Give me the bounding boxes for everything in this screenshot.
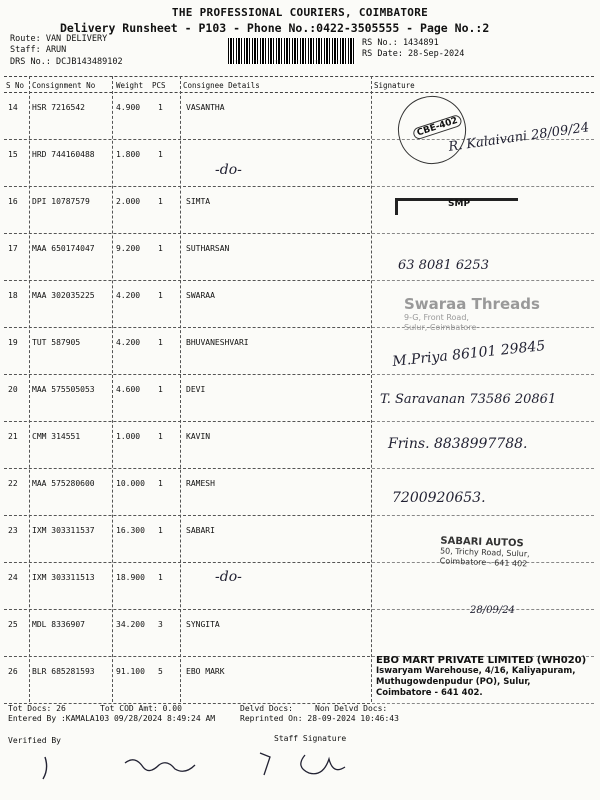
row-consignee: VASANTHA	[186, 103, 225, 112]
entered-by: Entered By :KAMALA103 09/28/2024 8:49:24 AM	[8, 714, 216, 723]
company-title: THE PROFESSIONAL COURIERS, COIMBATORE	[171, 6, 429, 19]
row-sno: 14	[8, 103, 18, 112]
signature-19: M.Priya 86101 29845	[391, 338, 547, 370]
row-weight: 1.800	[116, 150, 141, 159]
signature-22: 7200920653.	[392, 490, 486, 506]
smp-stamp-text: SMP	[448, 199, 471, 209]
rs-date: RS Date: 28-Sep-2024	[362, 49, 465, 59]
row-consignment: HSR 7216542	[32, 103, 85, 112]
signature-17: 63 8081 6253	[398, 258, 489, 273]
row-consignment: MAA 575505053	[32, 385, 95, 394]
ebo-stamp: EBO MART PRIVATE LIMITED (WH020) Iswaryam Warehouse, 4/16, Kaliyapuram, Muthugowdenpudur (PO), Sulur, Coimbatore - 641 402.	[376, 655, 587, 698]
total-cod: Tot COD Amt: 0.00	[100, 704, 182, 713]
row-sno: 24	[8, 573, 18, 582]
row-pcs: 1	[158, 479, 163, 488]
row-sno: 15	[8, 150, 18, 159]
row-weight: 1.000	[116, 432, 141, 441]
row-weight: 91.100	[116, 667, 145, 676]
row-sno: 20	[8, 385, 18, 394]
row-pcs: 1	[158, 338, 163, 347]
row-pcs: 1	[158, 197, 163, 206]
row-consignee: SYNGITA	[186, 620, 220, 629]
row-consignee: EBO MARK	[186, 667, 225, 676]
row-consignee: SUTHARSAN	[186, 244, 230, 253]
row-weight: 4.900	[116, 103, 141, 112]
swaraa-stamp: Swaraa Threads 9-G, Front Road, Sulur, Coimbatore	[404, 295, 540, 332]
cbe-stamp-text: CBE-402	[412, 114, 463, 141]
row-consignee: BHUVANESHVARI	[186, 338, 249, 347]
row-consignment: HRD 744160488	[32, 150, 95, 159]
row-consignment: MAA 650174047	[32, 244, 95, 253]
row-sno: 19	[8, 338, 18, 347]
row-sno: 18	[8, 291, 18, 300]
row-pcs: 5	[158, 667, 163, 676]
col-consignee: Consignee Details	[183, 81, 260, 90]
row-consignment: MDL 8336907	[32, 620, 85, 629]
verified-by: Verified By	[8, 736, 61, 745]
table-row	[0, 469, 600, 516]
row-pcs: 1	[158, 432, 163, 441]
row-weight: 9.200	[116, 244, 141, 253]
row-consignment: TUT 587905	[32, 338, 81, 347]
row-consignee: RAMESH	[186, 479, 215, 488]
row-pcs: 1	[158, 244, 163, 253]
staff-signature: Staff Signature	[274, 734, 347, 743]
signature-20: T. Saravanan 73586 20861	[380, 392, 557, 407]
row-consignment: BLR 685281593	[32, 667, 95, 676]
signature-14: R. Kalaivani 28/09/24	[447, 120, 591, 155]
total-docs: Tot Docs: 26	[8, 704, 66, 713]
header-rule-top	[4, 76, 594, 77]
drs-number: DRS No.: DCJB143489102	[10, 57, 123, 67]
row-sno: 17	[8, 244, 18, 253]
row-weight: 18.900	[116, 573, 145, 582]
row-sno: 21	[8, 432, 18, 441]
row-consignee: SWARAA	[186, 291, 215, 300]
table-row	[0, 610, 600, 657]
row-sno: 26	[8, 667, 18, 676]
signature-21: Frins. 8838997788.	[388, 436, 528, 452]
table-row	[0, 234, 600, 281]
row-sno: 22	[8, 479, 18, 488]
staff: Staff: ARUN	[10, 45, 67, 55]
footer-signatures	[30, 745, 360, 785]
row-consignee: DEVI	[186, 385, 206, 394]
col-signature: Signature	[374, 81, 415, 90]
row-consignment: CMM 314551	[32, 432, 81, 441]
row-sno: 16	[8, 197, 18, 206]
row-consignment: MAA 575280600	[32, 479, 95, 488]
row-sno: 25	[8, 620, 18, 629]
table-row	[0, 140, 600, 187]
row-pcs: 1	[158, 385, 163, 394]
row-consignee: SIMTA	[186, 197, 211, 206]
col-pcs: PCS	[152, 81, 166, 90]
col-consignment: Consignment No	[32, 81, 96, 90]
rs-number: RS No.: 1434891	[362, 38, 439, 48]
smp-stamp	[395, 198, 518, 215]
route: Route: VAN DELIVERY	[10, 34, 108, 44]
row-divider	[372, 703, 594, 704]
row-weight: 16.300	[116, 526, 145, 535]
row-pcs: 1	[158, 150, 163, 159]
row-weight: 10.000	[116, 479, 145, 488]
barcode	[228, 38, 356, 64]
non-delivered-docs: Non Delvd Docs:	[315, 704, 388, 713]
row-consignment: IXM 303311537	[32, 526, 95, 535]
ditto-24: -do-	[215, 569, 242, 585]
sabari-stamp: SABARI AUTOS 50, Trichy Road, Sulur, Coimbatore - 641 402	[439, 535, 530, 569]
row-sno: 23	[8, 526, 18, 535]
col-weight: Weight	[116, 81, 144, 90]
row-pcs: 3	[158, 620, 163, 629]
reprinted-on: Reprinted On: 28-09-2024 10:46:43	[240, 714, 399, 723]
row-weight: 4.600	[116, 385, 141, 394]
row-weight: 4.200	[116, 338, 141, 347]
row-consignment: IXM 303311513	[32, 573, 95, 582]
row-consignment: DPI 10787579	[32, 197, 90, 206]
row-weight: 4.200	[116, 291, 141, 300]
row-pcs: 1	[158, 103, 163, 112]
table-row	[0, 563, 600, 610]
row-consignee: KAVIN	[186, 432, 211, 441]
row-weight: 2.000	[116, 197, 141, 206]
row-pcs: 1	[158, 573, 163, 582]
col-sno: S No	[6, 81, 25, 90]
ditto-15: -do-	[215, 162, 242, 178]
runsheet-title: Delivery Runsheet - P103 - Phone No.:0422-3505555 - Page No.:2	[60, 21, 490, 35]
delivered-docs: Delvd Docs:	[240, 704, 293, 713]
row-weight: 34.200	[116, 620, 145, 629]
signature-25: 28/09/24	[470, 605, 515, 616]
row-pcs: 1	[158, 291, 163, 300]
row-pcs: 1	[158, 526, 163, 535]
row-consignee: SABARI	[186, 526, 215, 535]
row-consignment: MAA 302035225	[32, 291, 95, 300]
